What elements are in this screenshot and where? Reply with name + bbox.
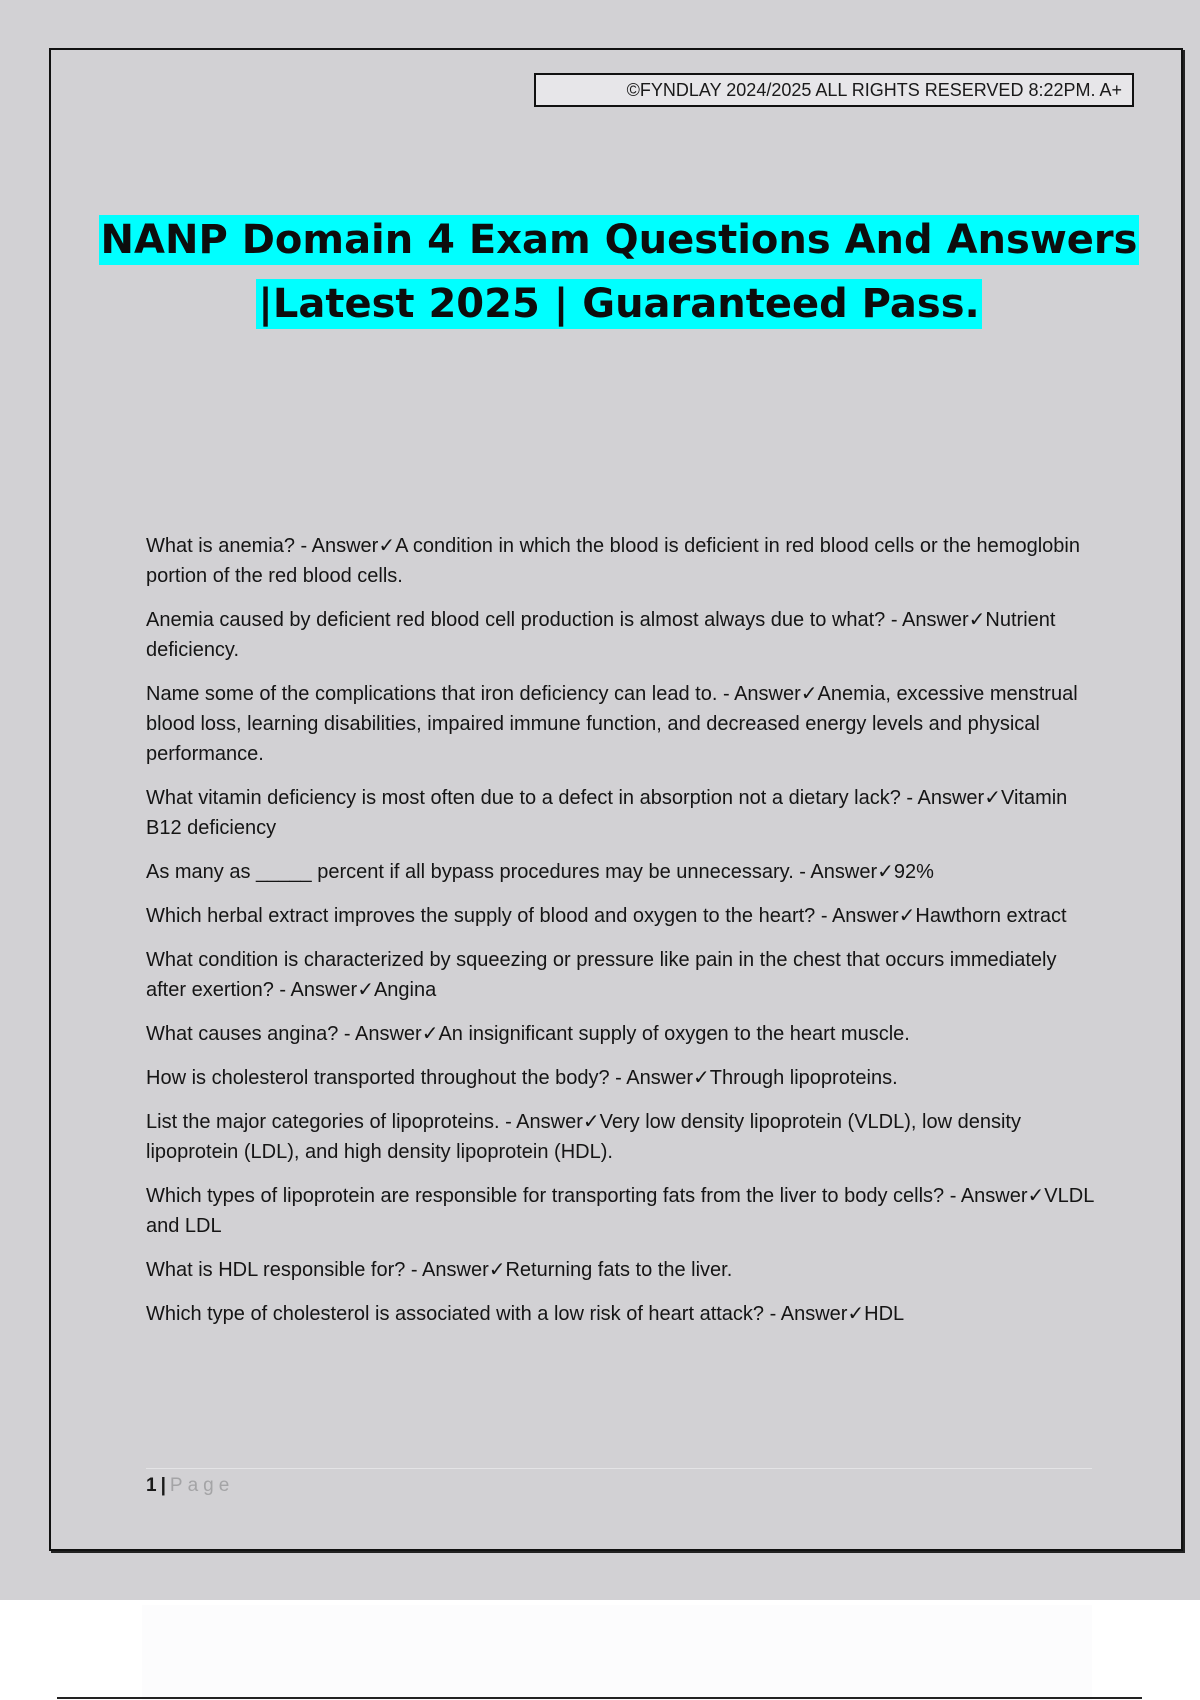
title-line-1: NANP Domain 4 Exam Questions And Answers [100,217,1138,263]
qa-item-8: What causes angina? - Answer✓An insignificant supply of oxygen to the heart muscle. [146,1023,910,1045]
title-line-2: |Latest 2025 | Guaranteed Pass. [258,281,980,327]
qa-item-12: What is HDL responsible for? - Answer✓Returning fats to the liver. [146,1259,733,1281]
qa-item-9: How is cholesterol transported throughout the body? - Answer✓Through lipoproteins. [146,1067,898,1089]
qa-item-5: As many as _____ percent if all bypass procedures may be unnecessary. - Answer✓92% [146,861,934,883]
qa-item-3: Name some of the complications that iron deficiency can lead to. - Answer✓Anemia, excessive menstrual blood loss, learning disabilities, impaired immune function, and decreased energy levels and physical performance. [146,683,1078,765]
next-page-rule [57,1697,1142,1699]
next-page-strip [142,1605,1092,1700]
qa-item-13: Which type of cholesterol is associated with a low risk of heart attack? - Answer✓HDL [146,1303,905,1325]
copyright-header: ©FYNDLAY 2024/2025 ALL RIGHTS RESERVED 8:22PM. A+ [534,73,1134,107]
footer-separator: | [160,1475,166,1496]
document-title [80,208,1158,336]
qa-item-11: Which types of lipoprotein are responsible for transporting fats from the liver to body cells? - Answer✓VLDL and LDL [146,1185,1094,1237]
qa-item-1: What is anemia? - Answer✓A condition in which the blood is deficient in red blood cells or the hemoglobin portion of the red blood cells. [146,535,1080,587]
qa-item-2: Anemia caused by deficient red blood cell production is almost always due to what? - Answer✓Nutrient deficiency. [146,609,1056,661]
page-number: 1 [146,1475,157,1496]
qa-item-10: List the major categories of lipoproteins. - Answer✓Very low density lipoprotein (VLDL), low density lipoprotein (LDL), and high density lipoprotein (HDL). [146,1111,1021,1163]
page-footer [146,1474,234,1498]
qa-item-7: What condition is characterized by squeezing or pressure like pain in the chest that occurs immediately after exertion? - Answer✓Angina [146,949,1057,1001]
qa-item-6: Which herbal extract improves the supply of blood and oxygen to the heart? - Answer✓Hawthorn extract [146,905,1067,927]
qa-item-4: What vitamin deficiency is most often due to a defect in absorption not a dietary lack? - Answer✓Vitamin B12 deficiency [146,787,1068,839]
footer-divider [146,1468,1092,1469]
page-label: Page [169,1475,235,1496]
qa-list [146,531,1096,1343]
